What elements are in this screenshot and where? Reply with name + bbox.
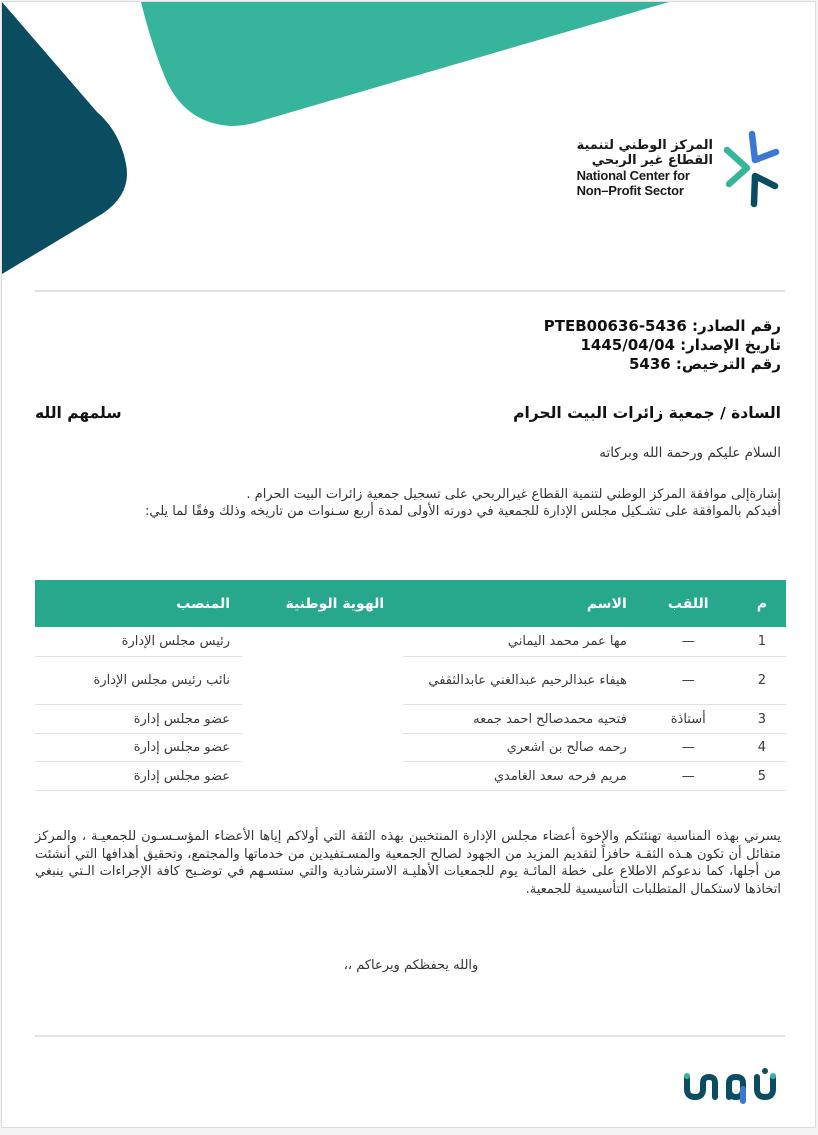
salutation-end: سلمهم الله bbox=[35, 404, 122, 422]
cell-position: رئيس مجلس الإدارة bbox=[35, 627, 242, 657]
document-page bbox=[1, 1, 816, 1128]
document-meta bbox=[544, 317, 781, 374]
table-row bbox=[35, 762, 786, 791]
cell-national-id bbox=[249, 762, 396, 791]
license-number: رقم الترخيص: 5436 bbox=[628, 355, 781, 373]
cell-national-id bbox=[249, 627, 396, 657]
cell-name: مها عمر محمد اليماني bbox=[403, 627, 639, 657]
table-row bbox=[35, 627, 786, 657]
teal-shape bbox=[141, 2, 669, 126]
cell-num: 3 bbox=[738, 705, 786, 734]
cell-position: نائب رئيس مجلس الإدارة bbox=[35, 657, 242, 705]
cell-name: مريم فرحه سعد الغامدي bbox=[403, 762, 639, 791]
recipient: السادة / جمعية زائرات البيت الحرام bbox=[513, 404, 781, 422]
cell-national-id bbox=[249, 705, 396, 734]
cell-position: عضو مجلس إدارة bbox=[35, 734, 242, 762]
intro-line-2: أفيدكم بالموافقة على تشـكيل مجلس الإدارة للجمعية في دورته الأولى لمدة أربع سـنوات من تاريخه وذلك وفقًا لما يلي: bbox=[145, 504, 781, 519]
cell-title: أستاذة bbox=[639, 705, 738, 734]
addressee-line bbox=[35, 404, 781, 422]
cell-name: رحمه صالح بن اشعري bbox=[403, 734, 639, 762]
org-name-ar: المركز الوطني لتنمية bbox=[576, 138, 713, 154]
cell-title: — bbox=[639, 762, 738, 791]
col-header-num: م bbox=[738, 580, 786, 627]
issue-date: تاريخ الإصدار: 1445/04/04 bbox=[580, 336, 781, 354]
intro-paragraph bbox=[35, 486, 781, 520]
dark-teal-shape bbox=[2, 2, 127, 274]
cell-num: 2 bbox=[738, 657, 786, 705]
org-name-en-2: Non–Profit Sector bbox=[576, 182, 684, 198]
cell-num: 5 bbox=[738, 762, 786, 791]
cell-num: 1 bbox=[738, 627, 786, 657]
cell-name: هيفاء عبدالرحيم عبدالغني عابدالثقفي bbox=[403, 657, 639, 705]
col-header-title: اللقب bbox=[639, 580, 738, 627]
cell-title: — bbox=[639, 734, 738, 762]
cell-position: عضو مجلس إدارة bbox=[35, 705, 242, 734]
col-header-position: المنصب bbox=[35, 580, 242, 627]
cell-position: عضو مجلس إدارة bbox=[35, 762, 242, 791]
footer-divider bbox=[35, 1035, 785, 1037]
ncnp-star-icon bbox=[721, 128, 781, 210]
table-row bbox=[35, 705, 786, 734]
issued-number: رقم الصادر: PTEB00636-5436 bbox=[543, 317, 781, 335]
table-row bbox=[35, 734, 786, 762]
nafi-logo-icon bbox=[681, 1065, 781, 1105]
org-logo bbox=[577, 128, 781, 210]
col-header-national-id: الهوية الوطنية bbox=[249, 580, 396, 627]
closing-paragraph: يسرني بهذه المناسبة تهنئتكم والإخوة أعضاء مجلس الإدارة المنتخبين بهذه الثقة التي أولاكم إياها الأعضاء المؤسـسـون للجمعيـة ، والمركز متفائل أن تكون هـذه الثقـة حافزاً لتقديم المزيد من الجهود لصالح الجمعية والمسـتفيدين من خدماتها والمجتمع، وتحقيق أهدافها التي أنشئت من أجلها، كما ندعوكم الاطلاع على خطة المائـة يوم للجمعيات الأهليـة الاسترشادية والتي ستسـهم في توضـيح كافة الإجراءات الـتي ينبغي اتخاذها لاستكمال المتطلبات التأسيسية للجمعية. bbox=[35, 829, 781, 897]
table-header-row bbox=[35, 580, 786, 627]
cell-national-id bbox=[249, 657, 396, 705]
sign-off: والله يحفظكم ويرعاكم ،، bbox=[343, 958, 479, 973]
cell-title: — bbox=[639, 657, 738, 705]
header-divider bbox=[35, 290, 785, 292]
intro-line-1: إشارةإلى موافقة المركز الوطني لتنمية القطاع غيرالربحي على تسجيل جمعية زائرات البيت الحرام . bbox=[246, 487, 781, 502]
cell-national-id bbox=[249, 734, 396, 762]
cell-title: — bbox=[639, 627, 738, 657]
cell-name: فتحيه محمدصالح احمد جمعه bbox=[403, 705, 639, 734]
col-header-name: الاسم bbox=[403, 580, 639, 627]
org-name-en: National Center for bbox=[576, 168, 690, 183]
cell-num: 4 bbox=[738, 734, 786, 762]
board-members-table bbox=[35, 580, 786, 791]
org-name-ar-2: القطاع غير الربحي bbox=[591, 153, 713, 169]
greeting: السلام عليكم ورحمة الله وبركاته bbox=[599, 445, 781, 461]
table-row bbox=[35, 657, 786, 705]
